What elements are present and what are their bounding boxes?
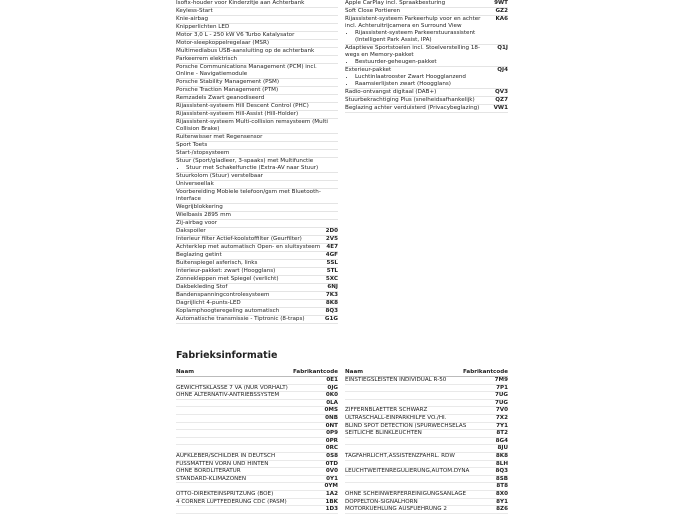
fabriek-row [176,415,338,423]
option-subitem: • Bestuurder-geheugen-pakket [355,59,493,66]
option-name [176,292,326,299]
fabriek-name: 4 CORNER LUFTFEDERUNG CDC (PASM) [176,498,287,505]
option-label: Porsche Stability Management (PSM) [176,79,280,85]
option-label: Interieur filter Actief-koolstoffilter (Geurfilter) [176,236,302,242]
option-row [176,284,338,292]
option-row [176,24,338,32]
fabriek-name: EINSTIEGSLEISTEN INDIVIDUAL R-50 [345,377,447,383]
fabriek-table-left [176,369,338,514]
option-label: Sport Toets [176,142,208,148]
option-name [176,56,338,63]
option-name [176,32,338,39]
option-name [176,308,325,315]
fabriek-section-title: Fabrieksinformatie [176,350,278,361]
option-label: Wegrijblokkering [176,204,223,210]
fabriek-row [345,385,508,393]
option-code: KA6 [495,16,508,22]
fabriek-code: 8JU [497,445,508,452]
option-subitem: • Raamsierlijsten zwart (Hoogglans) [355,81,493,88]
fabriek-code: 0NB [325,414,338,421]
option-name [345,0,494,7]
option-code: 6NJ [327,284,338,290]
option-code: 2D0 [325,228,338,234]
fabriek-row [345,377,508,385]
fabriek-name: DOPPELTON-SIGNALHORN [345,498,418,505]
fabriek-code: 0JG [327,384,338,391]
option-label: Motor-sleepkoppelregelaar (MSR) [176,40,270,46]
fabriek-table-right [345,369,508,514]
option-code: GZ2 [495,8,508,14]
fabriek-row [345,445,508,453]
option-name [176,284,327,291]
fabriek-code: 0V0 [325,468,338,475]
option-name [176,236,326,243]
option-name [345,8,495,15]
option-name [345,45,497,66]
options-list-left [176,0,338,324]
option-name [176,79,338,86]
option-label: Exterieur-pakket [345,67,392,73]
option-label: Keyless-Start [176,8,213,14]
option-label: Rijassistent-systeem Hill Descent Control (PHC) [176,103,309,109]
option-name [176,24,338,31]
option-name [176,119,338,133]
fabriek-row [345,430,508,438]
option-code: VW1 [493,105,508,111]
option-row [176,158,338,173]
option-row [176,142,338,150]
option-row [176,111,338,119]
fabriek-code: 7V0 [495,407,508,414]
option-label: Knipperlichten LED [176,24,230,30]
option-label: Wielbasis 2895 mm [176,212,232,218]
fabriek-row [176,407,338,415]
option-name [176,158,338,172]
fabriek-table-header [176,369,338,377]
option-label: Adaptieve Sportstoelen incl. Stoelverstelling 18-wegs en Memory-pakket [345,45,481,58]
option-label: Dagrijlicht 4-punts-LED [176,300,241,306]
fabriek-name: MOTORKUEHLUNG AUSFUEHRUNG 2 [345,506,447,513]
fabriek-name: LEUCHTWEITENREGULIERUNG,AUTOM.DYNA [345,468,470,475]
fabriek-code: 8G4 [495,437,508,444]
fabriek-name: SEITLICHE BLINKLEUCHTEN [345,430,422,437]
option-name [345,105,494,112]
fabriek-row [345,506,508,514]
option-row [176,173,338,181]
fabriek-code: 8T8 [496,483,508,490]
option-sublist [345,74,493,88]
fabriek-code: 0E1 [326,377,338,383]
fabriek-row [345,499,508,507]
option-row [176,48,338,56]
option-label: Rijassistent-systeem Hill-Assist (Hill-Holder) [176,111,299,117]
fabriek-code: 1A2 [325,490,338,497]
option-sublist [345,30,491,44]
fabriek-row [176,423,338,431]
fabriek-name: OHNE ALTERNATIV-ANTRIEBSSYSTEM [176,392,280,399]
option-code: 9WT [494,0,508,6]
fabriek-code: 7M9 [494,377,508,383]
fabriek-row [345,483,508,491]
option-name [345,67,497,88]
option-name [176,134,338,141]
option-label: Dakspoiler [176,228,206,234]
option-name [176,48,338,55]
option-label: Koplamphoogteregeling automatisch [176,308,280,314]
option-name [176,173,338,180]
fabriek-code: 8X0 [495,490,508,497]
fabriek-row [345,392,508,400]
fabriek-code: 0MS [324,407,338,414]
fabriek-code: 0TD [325,460,338,467]
fabriek-row [176,491,338,499]
option-row [176,79,338,87]
option-row [176,103,338,111]
option-name [176,8,338,15]
option-row [176,150,338,158]
fabriek-code: 1D3 [325,506,338,513]
option-label: Beglazing getint [176,252,222,258]
option-label: Universeellak [176,181,214,187]
fabriek-code: 8T2 [496,430,508,437]
option-label: Voorbereiding Mobiele telefoon/gsm met Bluetooth-interface [176,189,321,202]
option-code: 2V5 [325,236,338,242]
option-code: G1G [324,316,338,322]
fabriek-row [176,453,338,461]
fabriek-row [176,392,338,400]
option-row [176,16,338,24]
option-label: Remzadels Zwart geanodiseerd [176,95,265,101]
fabriek-row [176,461,338,469]
option-label: Porsche Traction Management (PTM) [176,87,279,93]
option-row [176,87,338,95]
fabriek-code: 8Y1 [496,498,508,505]
option-name [176,228,326,235]
option-label: Porsche Communications Management (PCM) incl. Online - Navigatiemodule [176,64,317,77]
option-code: QV3 [495,89,508,95]
option-name [345,97,495,104]
fabriek-name: ULTRASCHALL-EINPARKHILFE VO./HI. [345,414,447,421]
fabriek-row [176,499,338,507]
option-row [345,67,508,89]
header-name: Naam [176,369,195,375]
option-row [176,316,338,324]
option-row [345,0,508,8]
fabriek-row [345,438,508,446]
fabriek-name: STANDARD-KLIMAZONEN [176,475,247,482]
fabriek-code: 0Y1 [326,475,338,482]
fabriek-row [176,445,338,453]
option-name [176,142,338,149]
fabriek-row [345,476,508,484]
option-name [176,276,326,283]
fabriek-code: 7X2 [495,414,508,421]
option-row [345,105,508,113]
fabriek-name: GEWICHTSKLASSE 7 VA (NUR VORHALT) [176,384,288,391]
header-name: Naam [345,369,364,375]
option-row [345,97,508,105]
option-name [176,95,338,102]
fabriek-row [345,400,508,408]
fabriek-name: FUSSMATTEN VORN UND HINTEN [176,460,269,467]
option-name [345,16,495,44]
option-subitem: • Luchtinlaatrooster Zwart Hoogglanzend [355,74,493,81]
option-code: 5TL [326,268,338,274]
options-list-right [345,0,508,113]
fabriek-code: 0NT [325,422,338,429]
option-name [176,204,338,211]
option-label: Knie-airbag [176,16,209,22]
option-row [176,212,338,220]
option-code: 4E7 [326,244,338,250]
option-code: Q1J [497,45,508,51]
option-row [176,252,338,260]
option-sublist [345,59,493,66]
fabriek-code: 0YM [324,483,338,490]
option-row [176,189,338,204]
fabriek-name: OHNE SCHEINWERFERREINIGUNGSANLAGE [345,490,467,497]
fabriek-code: 8SB [495,475,508,482]
fabriek-code: 7UG [494,392,508,399]
option-code: 8K8 [325,300,338,306]
option-label: Multimediabus USB-aansluiting op de achterbank [176,48,315,54]
option-label: Dakbekleding Stof [176,284,228,290]
option-label: Rijassistent-systeem Multi-collision remsysteem (Multi Collision Brake) [176,119,328,132]
fabriek-code: 8Q3 [495,468,508,475]
option-name [176,181,338,188]
fabriek-name: BLIND SPOT DETECTION (SPURWECHSELAS [345,422,467,429]
option-name [176,64,338,78]
option-row [176,95,338,103]
option-row [345,45,508,67]
option-row [345,89,508,97]
option-row [176,119,338,134]
option-label: Start-/stopsysteem [176,150,230,156]
fabriek-row [345,407,508,415]
option-row [176,300,338,308]
option-label: Beglazing achter verduisterd (Privacybeglazing) [345,105,480,111]
fabriek-row [176,430,338,438]
option-name [176,268,327,275]
option-label: Zij-airbag voor [176,220,218,226]
option-name [176,189,338,203]
option-row [176,56,338,64]
option-row [176,276,338,284]
fabriek-name: OHNE BORDLITERATUR [176,468,241,475]
fabriek-code: 0P9 [326,430,338,437]
fabriek-row [176,468,338,476]
fabriek-code: 0RC [325,445,338,452]
option-code: 8Q3 [325,308,338,314]
option-row [176,181,338,189]
fabriek-row [176,385,338,393]
option-name [176,103,338,110]
option-label: Parkeerrem elektrisch [176,56,238,62]
option-code: QJ4 [497,67,508,73]
fabriek-row [345,468,508,476]
option-label: Stuurkolom (Stuur) verstelbaar [176,173,263,179]
option-label: Ruitenwisser met Regensensor [176,134,263,140]
fabriek-code: 8K8 [495,452,508,459]
fabriek-row [176,377,338,385]
option-name [176,316,325,323]
fabriek-name: TAGFAHRLICHT,ASSISTENZFAHRL. RDW [345,452,455,459]
option-name [176,150,338,157]
option-code: 4GF [325,252,338,258]
option-row [345,16,508,45]
option-row [176,220,338,228]
option-name [176,220,338,227]
option-label: Rijassistent-systeem Parkeerhulp voor en achter incl. Achteruitrijcamera en Surround View [345,16,481,29]
fabriek-row [176,400,338,408]
option-row [176,292,338,300]
option-name [176,40,338,47]
option-name [176,87,338,94]
option-label: Soft Close Portieren [345,8,401,14]
header-code: Fabrikantcode [462,369,508,375]
fabriek-row [176,438,338,446]
header-code: Fabrikantcode [292,369,338,375]
fabriek-code: 7Y1 [496,422,508,429]
option-row [176,0,338,8]
fabriek-row [176,483,338,491]
option-name [176,16,338,23]
fabriek-code: 0S8 [326,452,338,459]
option-label: Radio-ontvangst digitaal (DAB+) [345,89,437,95]
option-name [176,111,338,118]
option-name [345,89,495,96]
option-row [176,228,338,236]
option-row [176,8,338,16]
option-row [176,236,338,244]
option-label: Bandenspanningcontrolesysteem [176,292,270,298]
fabriek-code: 7P1 [496,384,508,391]
option-code: 5XC [325,276,338,282]
fabriek-row [176,476,338,484]
option-label: Automatische transmissie - Tiptronic (8-traps) [176,316,305,322]
option-name [176,244,326,251]
option-row [176,260,338,268]
option-label: Isofix-houder voor Kinderzitje aan Achterbank [176,0,305,6]
option-row [176,308,338,316]
fabriek-code: 8LH [495,460,508,467]
fabriek-row [345,491,508,499]
fabriek-row [345,453,508,461]
option-label: Buitenspiegel asferisch, links [176,260,258,266]
option-label: Stuurbekrachtiging Plus (snelheidsafhankelijk) [345,97,475,103]
option-label: Stuur (Sport/gladleer, 3-spaaks) met Multifunctie [176,158,314,164]
fabriek-row [345,415,508,423]
option-label: Zonnekleppen met Spiegel (verlicht) [176,276,279,282]
option-row [176,204,338,212]
option-row [176,268,338,276]
option-name [176,0,338,7]
fabriek-name: ZIFFERNBLAETTER SCHWARZ [345,407,428,414]
option-row [176,40,338,48]
option-name [176,260,327,267]
option-name [176,300,326,307]
option-row [176,32,338,40]
option-name [176,212,338,219]
fabriek-code: 0PR [325,437,338,444]
fabriek-name: OTTO-DIREKTEINSPRITZUNG (BOE) [176,490,274,497]
fabriek-row [176,506,338,514]
option-label: Interieur-pakket: zwart (Hoogglans) [176,268,276,274]
option-row [176,244,338,252]
fabriek-table-header [345,369,508,377]
option-code: 7K3 [325,292,338,298]
option-row [345,8,508,16]
option-name [176,252,326,259]
option-label: Motor 3,0 L - 250 kW V6 Turbo Katalysator [176,32,295,38]
fabriek-code: 8Z6 [496,506,508,513]
option-row [176,134,338,142]
fabriek-name: AUFKLEBER/SCHILDER IN DEUTSCH [176,452,276,459]
option-subitem: • Stuur met Schakelfunctie (Extra-AV naar Stuur) [186,165,334,172]
option-row [176,64,338,79]
option-label: Achterklep met automatisch Open- en sluitsysteem [176,244,321,250]
option-code: 5SL [326,260,338,266]
fabriek-code: 7UG [494,399,508,406]
fabriek-row [345,423,508,431]
option-code: QZ7 [495,97,508,103]
option-sublist [176,165,334,172]
fabriek-code: 1BK [325,498,338,505]
option-label: Apple CarPlay incl. Spraakbesturing [345,0,446,6]
fabriek-code: 0K0 [325,392,338,399]
fabriek-row [345,461,508,469]
fabriek-code: 0LA [326,399,338,406]
option-subitem: • Rijassistent-systeem Parkeerstuurassistent (Intelligent Park Assist, IPA) [355,30,491,44]
